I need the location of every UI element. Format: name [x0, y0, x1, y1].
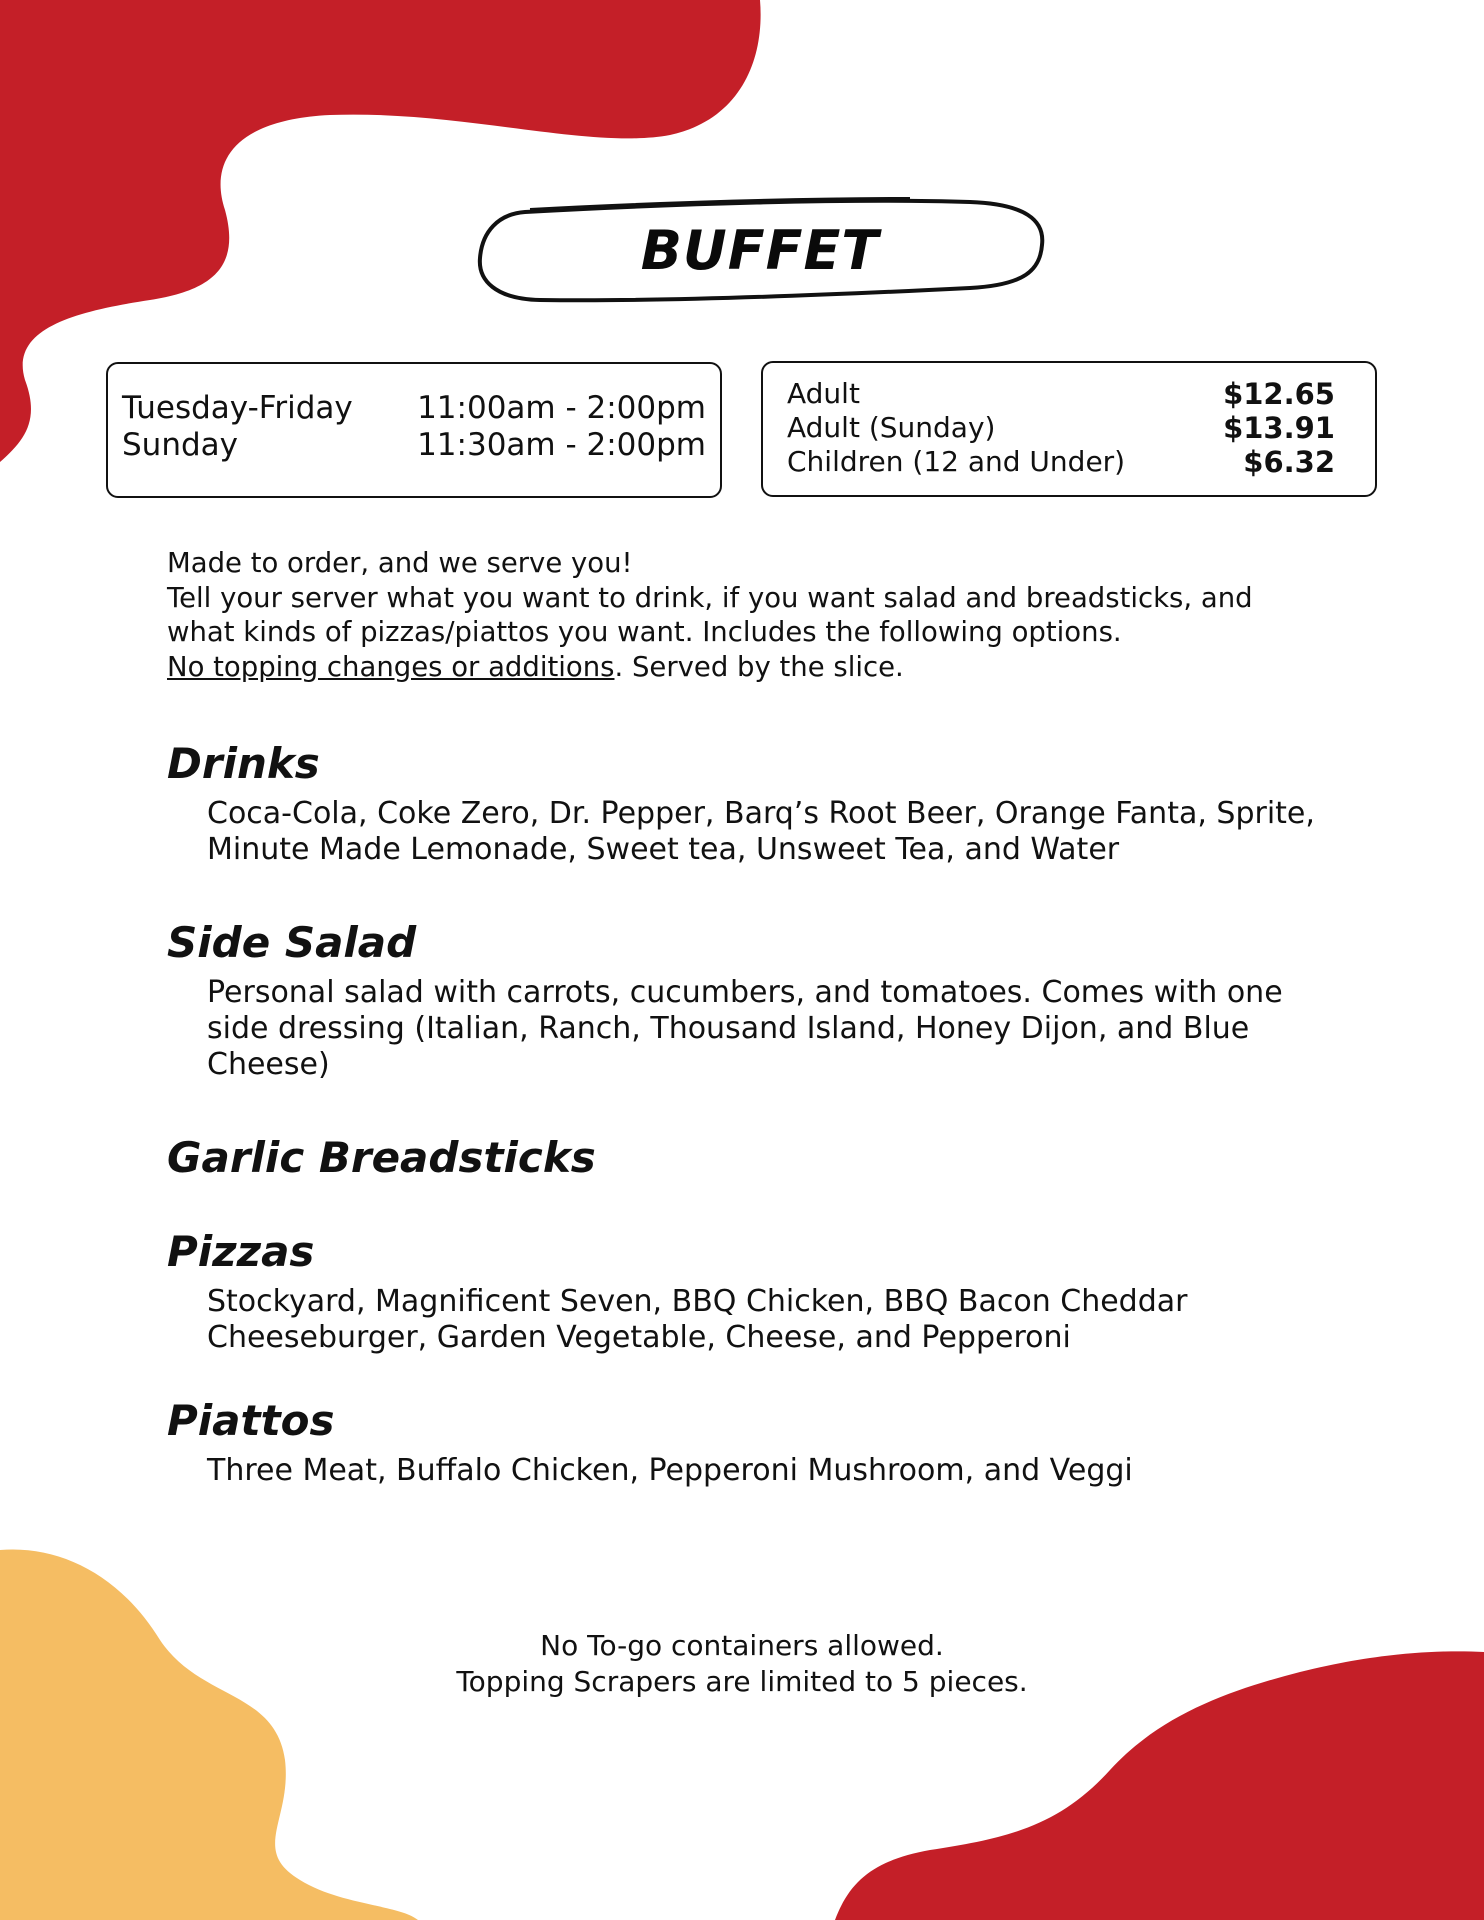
- section-drinks: [167, 738, 1367, 868]
- section-description: Stockyard, Magnificent Seven, BBQ Chicken, BBQ Bacon Cheddar Cheeseburger, Garden Vegetable, Cheese, and Pepperoni: [207, 1284, 1188, 1355]
- section-description: Personal salad with carrots, cucumbers, and tomatoes. Comes with one side dressing (Italian, Ranch, Thousand Island, Honey Dijon, and Blue Cheese): [207, 975, 1283, 1082]
- price-value: $12.65: [1223, 377, 1335, 411]
- footer-line: Topping Scrapers are limited to 5 pieces.: [456, 1665, 1028, 1698]
- bottom-left-yellow-shape: [0, 1549, 418, 1920]
- title-banner: [470, 190, 1050, 310]
- section-heading: Side Salad: [167, 918, 417, 967]
- section-heading: Drinks: [167, 739, 320, 788]
- intro-note-rest: . Served by the slice.: [614, 650, 904, 683]
- footer-notes: [0, 1628, 1484, 1700]
- intro-text: [167, 546, 1367, 684]
- hours-time: 11:30am - 2:00pm: [417, 427, 706, 463]
- page-title: BUFFET: [640, 218, 880, 282]
- hours-days: Sunday: [122, 427, 238, 463]
- section-side-salad: [167, 917, 1367, 1083]
- section-piattos: [167, 1395, 1367, 1489]
- price-label: Adult (Sunday): [787, 411, 996, 444]
- price-value: $6.32: [1243, 445, 1335, 479]
- price-label: Adult: [787, 377, 860, 410]
- price-value: $13.91: [1223, 411, 1335, 445]
- section-garlic-breadsticks: [167, 1132, 1367, 1184]
- section-description: Three Meat, Buffalo Chicken, Pepperoni Mushroom, and Veggi: [207, 1453, 1133, 1488]
- price-row: [787, 445, 1335, 479]
- hours-row: [122, 390, 706, 427]
- hours-time: 11:00am - 2:00pm: [417, 390, 706, 426]
- intro-line: Made to order, and we serve you!: [167, 547, 633, 579]
- footer-line: No To-go containers allowed.: [540, 1629, 944, 1662]
- price-box: [761, 361, 1377, 497]
- section-heading: Pizzas: [167, 1227, 315, 1276]
- price-row: [787, 411, 1335, 445]
- section-heading: Garlic Breadsticks: [167, 1133, 596, 1182]
- hours-days: Tuesday-Friday: [122, 390, 353, 426]
- section-pizzas: [167, 1226, 1367, 1356]
- hours-row: [122, 427, 706, 464]
- intro-line: what kinds of pizzas/piattos you want. Includes the following options.: [167, 616, 1122, 648]
- intro-underlined-note: No topping changes or additions: [167, 650, 615, 683]
- section-heading: Piattos: [167, 1396, 335, 1445]
- price-row: [787, 377, 1335, 411]
- price-label: Children (12 and Under): [787, 445, 1126, 478]
- section-description: Coca-Cola, Coke Zero, Dr. Pepper, Barq’s Root Beer, Orange Fanta, Sprite, Minute Made Lemonade, Sweet tea, Unsweet Tea, and Water: [207, 796, 1315, 867]
- intro-line: Tell your server what you want to drink, if you want salad and breadsticks, and: [167, 581, 1253, 614]
- hours-box: [106, 362, 722, 498]
- intro-line: [167, 650, 1367, 685]
